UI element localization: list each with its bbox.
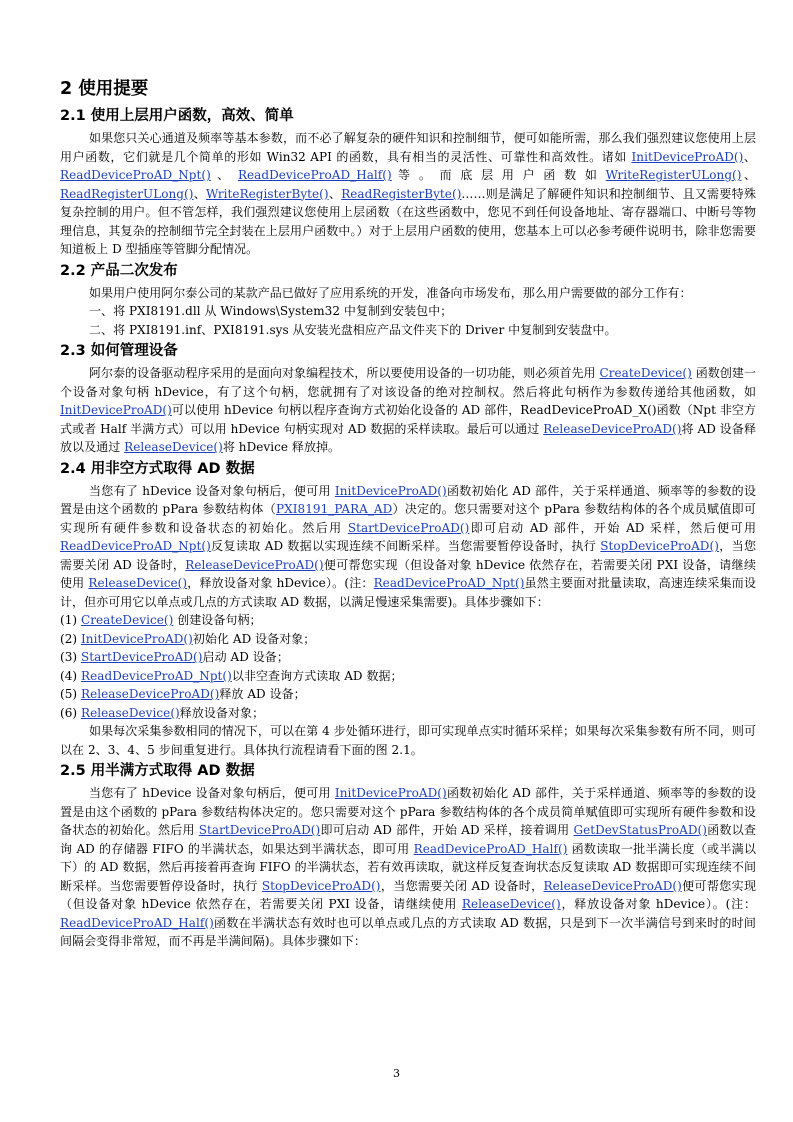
link-read-register-ulong[interactable]: ReadRegisterULong() — [60, 186, 194, 201]
text-run: 、 — [193, 186, 207, 201]
page-number: 3 — [393, 1067, 400, 1080]
link-read-register-byte[interactable]: ReadRegisterByte() — [341, 186, 462, 201]
text-run: ，当您需要关闭 AD 设备时， — [380, 878, 544, 893]
step-number: (4) — [60, 668, 82, 683]
step-text: 初始化 AD 设备对象； — [192, 631, 316, 646]
text-run: 函数以查询 AD 的存储器 FIFO 的半满状态，如果达到半满状态，即可用 — [60, 823, 756, 856]
paragraph-2-2: 如果用户使用阿尔泰公司的某款产品已做好了应用系统的开发，准备向市场发布，那么用户需要做的部分工作有： — [89, 285, 692, 300]
link-release-device[interactable]: ReleaseDevice() — [88, 576, 188, 590]
text-run: 函数在半满状态有效时也可以单点或几点的方式读取 AD 数据，只是到下一次半满信号到来时的时间间隔会变得非常短，而不再是半满间隔)。具体步骤如下： — [60, 915, 756, 948]
section-heading-2-5: 2.5 用半满方式取得 AD 数据 — [60, 763, 255, 779]
release-step-1: 一、将 PXI8191.dll 从 Windows\System32 中复制到安装包中； — [89, 304, 453, 318]
text-run: 将 AD 设备释放以及通过 — [60, 421, 756, 454]
step-item — [60, 704, 756, 723]
text-run: 即可启动 AD 部件，开始 AD 采样，然后便可用 — [469, 520, 756, 535]
step-item — [60, 685, 756, 704]
section-heading-2-2: 2.2 产品二次发布 — [60, 262, 178, 279]
link-read-device-pro-ad-npt[interactable]: ReadDeviceProAD_Npt() — [373, 576, 525, 590]
section-heading-2-4: 2.4 用非空方式取得 AD 数据 — [60, 460, 255, 477]
chapter-title: 2 使用提要 — [60, 79, 149, 99]
link-init-device-pro-ad[interactable]: InitDeviceProAD() — [81, 631, 193, 646]
section-heading-2-1: 2.1 使用上层用户函数，高效、简单 — [60, 108, 294, 124]
text-run: ）决定的。您只需要对这个 pPara 参数结构体的各个成员赋值即可实现所有硬件参数和设备状态的初始化。然后用 — [60, 502, 756, 535]
step-item — [60, 611, 756, 630]
link-release-device[interactable]: ReleaseDevice() — [81, 705, 180, 720]
text-run: 、 — [328, 186, 342, 201]
step-text: 启动 AD 设备； — [202, 650, 289, 664]
text-run: 即可启动 AD 部件，开始 AD 采样，接着调用 — [320, 823, 574, 837]
text-run: 可以使用 hDevice 句柄以程序查询方式初始化设备的 AD 部件，ReadDeviceProAD_X()函数（Npt 非空方式或者 Half 半满方式）可以用 hDevice 句柄实现对 AD 数据的采样读取。最后可以通过 — [60, 403, 756, 436]
text-run: 便可帮您实现（但设备对象 hDevice 依然存在，若需要关闭 PXI 设备，请继续使用 — [60, 878, 756, 911]
link-get-dev-status-pro-ad[interactable]: GetDevStatusProAD() — [573, 823, 708, 837]
link-create-device[interactable]: CreateDevice() — [81, 613, 174, 627]
link-release-device-pro-ad[interactable]: ReleaseDeviceProAD() — [543, 421, 682, 436]
text-run: 如果您只关心通道及频率等基本参数，而不必了解复杂的硬件知识和控制细节，便可如能所需，那么我们强烈建议您使用上层用户函数，它们就是几个简单的形如 Win32 API 的函数，具有相当的灵活性、可靠性和高效性。诸如 — [60, 131, 756, 164]
link-release-device-pro-ad[interactable]: ReleaseDeviceProAD() — [543, 878, 682, 893]
step-item — [60, 648, 756, 667]
text-run: 等 。 而 底 层 用 户 函 数 如 — [391, 168, 606, 182]
link-stop-device-pro-ad[interactable]: StopDeviceProAD() — [261, 878, 381, 893]
step-number: (6) — [60, 705, 82, 720]
text-run: 、 — [210, 168, 238, 182]
paragraph-2-3 — [60, 364, 756, 457]
step-number: (2) — [60, 631, 82, 646]
text-run: 便可帮您实现（但设备对象 hDevice 依然存在，若需要关闭 PXI 设备，请继续使用 — [60, 557, 756, 590]
release-step-2: 二、将 PXI8191.inf、PXI8191.sys 从安装光盘相应产品文件夹下的 Driver 中复制到安装盘中。 — [89, 322, 617, 337]
link-init-device-pro-ad[interactable]: InitDeviceProAD() — [631, 149, 744, 164]
text-run: 、 — [743, 149, 756, 164]
text-run: 函数初始化 AD 部件，关于采样通道、频率等的参数的设置是由这个函数的 pPara 参数结构体（ — [60, 483, 756, 516]
step-item — [60, 667, 756, 686]
text-run: 、 — [741, 168, 757, 182]
text-run: ，释放设备对象 hDevice）。(注： — [560, 897, 757, 911]
link-start-device-pro-ad[interactable]: StartDeviceProAD() — [347, 520, 470, 535]
text-run: 将 hDevice 释放掉。 — [222, 440, 341, 454]
link-release-device-pro-ad[interactable]: ReleaseDeviceProAD() — [81, 687, 220, 701]
paragraph-2-1 — [60, 129, 756, 259]
link-start-device-pro-ad[interactable]: StartDeviceProAD() — [81, 650, 203, 664]
link-pxi8191-para-ad[interactable]: PXI8191_PARA_AD — [276, 502, 393, 516]
text-run: ，当您需要关闭 AD 设备时， — [60, 539, 756, 572]
text-run: 当您有了 hDevice 设备对象句柄后，便可用 — [89, 786, 335, 800]
link-release-device-pro-ad[interactable]: ReleaseDeviceProAD() — [185, 557, 324, 572]
step-text: 释放设备对象； — [179, 705, 265, 720]
text-run: 反复读取 AD 数据以实现连续不间断采样。当您需要暂停设备时，执行 — [210, 539, 601, 553]
text-run: 阿尔泰的设备驱动程序采用的是面向对象编程技术，所以要使用设备的一切功能，则必须首先用 — [89, 366, 600, 380]
link-release-device[interactable]: ReleaseDevice() — [461, 897, 561, 911]
text-run: ……则是满足了解硬件知识和控制细节、且又需要特殊复杂控制的用户。但不管怎样，我们强烈建议您使用上层函数（在这些函数中，您见不到任何设备地址、寄存器端口、中断号等物理信息，其复杂的控制细节完全封装在上层用户函数中。）对于上层用户函数的使用，您基本上可以必参考硬件说明书，除非您需要知道板上 D 型插座等管脚分配情况。 — [60, 186, 756, 256]
link-read-device-pro-ad-half[interactable]: ReadDeviceProAD_Half() — [60, 915, 214, 930]
link-write-register-ulong[interactable]: WriteRegisterULong() — [605, 168, 742, 182]
page-content — [60, 76, 756, 951]
link-init-device-pro-ad[interactable]: InitDeviceProAD() — [60, 403, 172, 417]
paragraph-2-4 — [60, 482, 756, 612]
link-read-device-pro-ad-half[interactable]: ReadDeviceProAD_Half() — [413, 841, 568, 856]
link-init-device-pro-ad[interactable]: InitDeviceProAD() — [334, 483, 447, 498]
step-text: 释放 AD 设备； — [219, 687, 306, 701]
link-write-register-byte[interactable]: WriteRegisterByte() — [206, 186, 329, 201]
link-stop-device-pro-ad[interactable]: StopDeviceProAD() — [600, 539, 719, 553]
paragraph-2-5 — [60, 784, 756, 951]
link-read-device-pro-ad-npt[interactable]: ReadDeviceProAD_Npt() — [60, 168, 211, 182]
paragraph-2-4-loop: 如果每次采集参数相同的情况下，可以在第 4 步处循环进行，即可实现单点实时循环采样；如果每次采集参数有所不同，则可以在 2、3、4、5 步间重复进行。具体执行流程请看下面的图 2.1。 — [60, 724, 756, 757]
step-number: (5) — [60, 687, 82, 701]
step-number: (3) — [60, 650, 82, 664]
link-read-device-pro-ad-npt[interactable]: ReadDeviceProAD_Npt() — [60, 539, 211, 553]
link-release-device[interactable]: ReleaseDevice() — [124, 440, 223, 454]
step-number: (1) — [60, 613, 82, 627]
text-run: 虽然主要面对批量读取，高速连续采集而设计，但亦可用它以单点或几点的方式读取 AD 数据，以满足慢速采集需要)。具体步骤如下： — [60, 576, 756, 609]
text-run: 函数创建一个设备对象句柄 hDevice，有了这个句柄，您就拥有了对该设备的绝对控制权。然后将此句柄作为参数传递给其他函数，如 — [60, 366, 757, 399]
text-run: ，释放设备对象 hDevice）。(注： — [187, 576, 374, 590]
link-init-device-pro-ad[interactable]: InitDeviceProAD() — [334, 786, 447, 800]
link-read-device-pro-ad-npt[interactable]: ReadDeviceProAD_Npt() — [81, 668, 232, 683]
text-run: 函数读取一批半满长度（或半满以下）的 AD 数据，然后再接着再查询 FIFO 的半满状态，若有效再读取，就这样反复查询状态反复读取 AD 数据即可实现连续不间断采样。当您需要暂停设备时，执行 — [60, 841, 756, 893]
text-run: 函数初始化 AD 部件，关于采样通道、频率等的参数的设置是由这个函数的 pPara 参数结构体决定的。您只需要对这个 pPara 参数结构体的各个成员简单赋值即可实现所有硬件参数和设备状态的初始化。然后用 — [60, 786, 756, 837]
section-heading-2-3: 2.3 如何管理设备 — [60, 343, 178, 359]
step-text: 以非空查询方式读取 AD 数据； — [231, 668, 403, 683]
step-item — [60, 630, 756, 649]
text-run: 当您有了 hDevice 设备对象句柄后，便可用 — [89, 483, 335, 498]
link-read-device-pro-ad-half[interactable]: ReadDeviceProAD_Half() — [237, 168, 392, 182]
link-create-device[interactable]: CreateDevice() — [599, 366, 692, 380]
link-start-device-pro-ad[interactable]: StartDeviceProAD() — [198, 823, 321, 837]
step-text: 创建设备句柄； — [173, 613, 262, 627]
